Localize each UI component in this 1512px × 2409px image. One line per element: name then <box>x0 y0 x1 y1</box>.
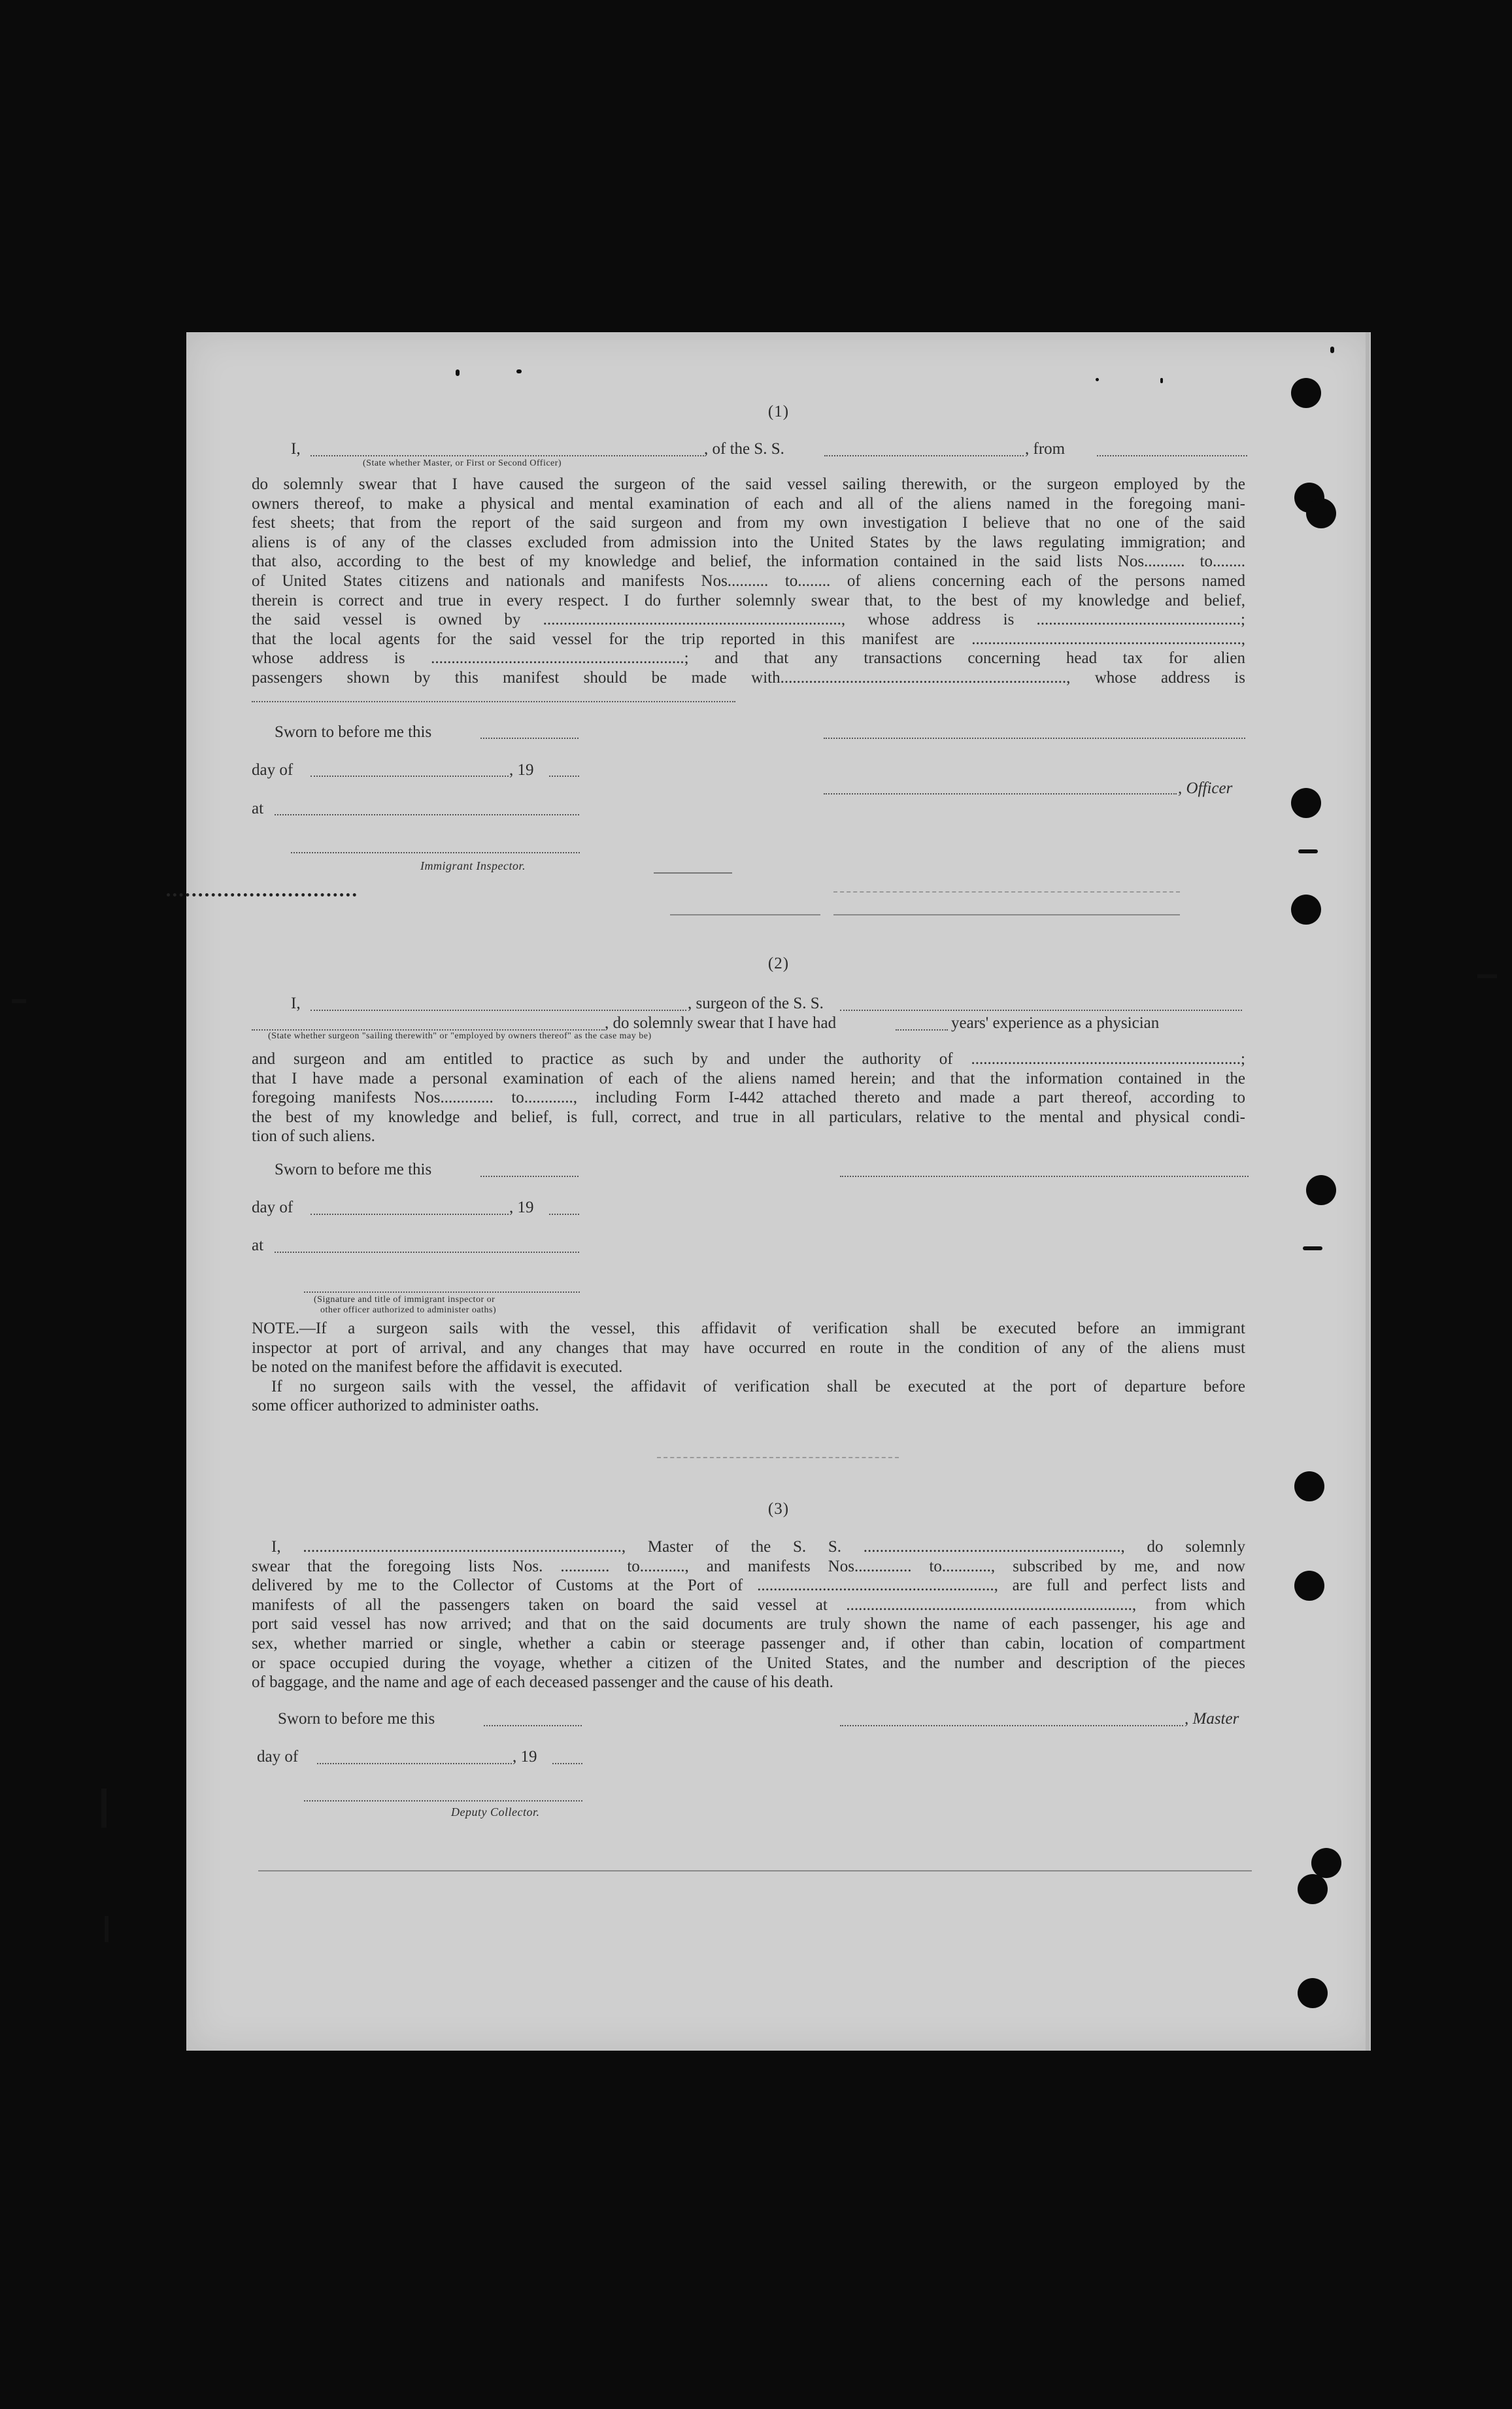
note-line: be noted on the manifest before the affidavit is executed. <box>252 1358 623 1376</box>
binder-slit <box>1303 1246 1322 1250</box>
binder-slit <box>456 369 460 376</box>
day-of-label-3: day of <box>257 1748 299 1766</box>
left-edge-mark <box>105 1916 109 1942</box>
section-2-line: and surgeon and am entitled to practice as such by and under the authority of ..................................................................; <box>252 1050 1245 1068</box>
left-edge-mark <box>12 999 26 1003</box>
section-1-number: (1) <box>767 403 790 420</box>
faded-stamp-line <box>670 914 820 915</box>
binder-hole <box>1311 1848 1341 1878</box>
binder-hole <box>1294 1471 1324 1501</box>
section-2-i: I, <box>291 995 301 1012</box>
sworn-label-2: Sworn to before me this <box>275 1161 432 1178</box>
faded-mark-line <box>657 1457 899 1458</box>
at-label-1: at <box>252 800 264 817</box>
binder-slit <box>1298 849 1318 853</box>
day-field-line-3 <box>317 1763 512 1764</box>
swear-label: , do solemnly swear that I have had <box>605 1014 837 1032</box>
section-3-number: (3) <box>767 1500 790 1518</box>
section-1-line: therein is correct and true in every respect. I do further solemnly swear that, to the best of my knowledge and belief, <box>252 591 1245 609</box>
years-label: years' experience as a physician <box>951 1014 1160 1032</box>
section-1-line: that also, according to the best of my knowledge and belief, the information contained in the said lists Nos.......... to........ <box>252 553 1245 571</box>
sig-caption-2: other officer authorized to administer oaths) <box>320 1305 497 1315</box>
years-field-line <box>896 1029 948 1031</box>
section-1-line: that the local agents for the said vessel for the trip reported in this manifest are .................................................................., <box>252 630 1245 648</box>
section-1-line: passengers shown by this manifest should be made with......................................................................, whose address is <box>252 669 1245 687</box>
binder-hole <box>1294 1571 1324 1601</box>
year-field-line-2 <box>549 1214 579 1215</box>
binder-hole <box>1291 378 1321 408</box>
day-of-label-1: day of <box>252 761 294 779</box>
sworn-label-3: Sworn to before me this <box>278 1710 435 1728</box>
master-label: , Master <box>1184 1710 1239 1728</box>
left-edge-mark <box>101 1788 107 1828</box>
section-1-line: fest sheets; that from the report of the said surgeon and from my own investigation I believe that no one of the said <box>252 514 1245 532</box>
binder-hole <box>1291 788 1321 818</box>
name-field-line <box>311 455 704 456</box>
section-1-line: do solemnly swear that I have caused the surgeon of the said vessel sailing therewith, or the surgeon employed by the <box>252 475 1245 493</box>
at-label-2: at <box>252 1237 264 1254</box>
sworn-label-1: Sworn to before me this <box>275 723 432 741</box>
section-1-line: owners thereof, to make a physical and mental examination of each and all of the aliens named in the foregoing mani- <box>252 494 1245 513</box>
section-1-caption: (State whether Master, or First or Second Officer) <box>363 458 562 468</box>
address-field-line <box>252 701 735 702</box>
section-3-line: sex, whether married or single, whether a cabin or steerage passenger and, if other than cabin, location of compartment <box>252 1635 1245 1652</box>
sig-caption-1: (Signature and title of immigrant inspector or <box>314 1295 496 1305</box>
inspector-label: Immigrant Inspector. <box>420 859 526 872</box>
year-label-1: , 19 <box>509 761 534 779</box>
day-field-line-2 <box>311 1214 509 1215</box>
sworn-field-line-1 <box>480 738 579 739</box>
section-3-line: swear that the foregoing lists Nos. ............ to..........., and manifests Nos.............. to............, subscribed by me, and now <box>252 1557 1245 1575</box>
section-2-line: foregoing manifests Nos............. to............, including Form I-442 attached thereto and made a part thereof, according to <box>252 1089 1245 1107</box>
section-2-line: the best of my knowledge and belief, is full, correct, and true in all particulars, relative to the mental and physical condi- <box>252 1108 1245 1126</box>
master-line <box>840 1725 1183 1726</box>
binder-slit <box>1330 347 1334 353</box>
at-field-line-2 <box>275 1252 579 1253</box>
sworn-field-line-3 <box>484 1725 582 1726</box>
sworn-field-line-2 <box>480 1176 579 1177</box>
year-label-2: , 19 <box>509 1199 534 1216</box>
faded-stamp-line <box>833 891 1180 893</box>
right-edge-mark <box>1477 974 1497 978</box>
section-3-line: port said vessel has now arrived; and that on the said documents are truly shown the name of each passenger, his age and <box>252 1615 1245 1633</box>
section-2-line: that I have made a personal examination of each of the aliens named herein; and that the information contained in the <box>252 1069 1245 1087</box>
deputy-line <box>304 1800 582 1802</box>
at-field-line-1 <box>275 814 579 815</box>
day-field-line-1 <box>311 776 509 777</box>
footer-rule <box>258 1870 1252 1871</box>
surgeon-name-line <box>311 1010 686 1011</box>
section-3-line: or space occupied during the voyage, whether a citizen of the United States, and the number and description of the pieces <box>252 1654 1245 1672</box>
manifest-page <box>186 332 1371 2051</box>
officer-label: , Officer <box>1178 779 1233 797</box>
note-line: inspector at port of arrival, and any changes that may have occurred en route in the condition of any of the aliens must <box>252 1339 1245 1357</box>
year-field-line-1 <box>549 776 579 777</box>
binder-hole <box>1306 498 1336 528</box>
day-of-label-2: day of <box>252 1199 294 1216</box>
binder-hole <box>1298 1874 1328 1904</box>
binder-slit <box>1096 378 1099 381</box>
of-ss-label: , of the S. S. <box>704 440 784 458</box>
binder-hole <box>1306 1175 1336 1205</box>
section-1-line: the said vessel is owned by ........................................................................., whose address is ..................................................; <box>252 611 1245 629</box>
signature-title-line <box>304 1291 580 1293</box>
section-2-number: (2) <box>767 955 790 972</box>
note-line: NOTE.—If a surgeon sails with the vessel, this affidavit of verification shall be executed before an immigrant <box>252 1320 1245 1337</box>
faded-stamp-line <box>654 872 732 874</box>
section-3-line: of baggage, and the name and age of each deceased passenger and the cause of his death. <box>252 1673 833 1692</box>
section-1-line: aliens is of any of the classes excluded from admission into the United States by the laws regulating immigration; and <box>252 533 1245 551</box>
surgeon-of-label: , surgeon of the S. S. <box>688 995 824 1012</box>
note-2-line: some officer authorized to administer oaths. <box>252 1397 539 1415</box>
section-3-line: manifests of all the passengers taken on board the said vessel at ......................................................................, from which <box>252 1596 1245 1614</box>
signature-line-1 <box>824 738 1245 739</box>
surgeon-vessel-line <box>840 1010 1242 1011</box>
binder-hole <box>1298 1978 1328 2008</box>
year-field-line-3 <box>552 1763 582 1764</box>
section-3-line: I, .............................................................................., Master of the S. S. ..............................................................., do solemnly <box>271 1538 1245 1556</box>
binder-slit <box>1160 378 1163 383</box>
paper-edge <box>1366 332 1369 2051</box>
from-field-line <box>1097 455 1247 456</box>
inspector-line <box>291 852 580 853</box>
signature-line-2 <box>840 1176 1249 1177</box>
section-2-caption: (State whether surgeon "sailing therewith" or "employed by owners thereof" as the case may be) <box>268 1031 652 1041</box>
section-2-line: tion of such aliens. <box>252 1127 375 1146</box>
year-label-3: , 19 <box>512 1748 537 1766</box>
surgeon-status-line <box>252 1029 605 1031</box>
note-2-line: If no surgeon sails with the vessel, the affidavit of verification shall be executed at the port of departure before <box>271 1377 1245 1395</box>
section-1-line: whose address is ..............................................................; and that any transactions concerning head tax for alien <box>252 649 1245 668</box>
perforation-mark <box>167 893 356 897</box>
section-3-line: delivered by me to the Collector of Customs at the Port of .........................................................., are full and perfect lists and <box>252 1577 1245 1595</box>
faded-stamp-line <box>833 914 1180 915</box>
from-label: , from <box>1025 440 1066 458</box>
section-1-i: I, <box>291 440 301 458</box>
binder-slit <box>516 369 522 373</box>
officer-line <box>824 793 1177 794</box>
binder-hole <box>1291 895 1321 925</box>
section-1-line: of United States citizens and nationals and manifests Nos.......... to........ of aliens concerning each of the persons named <box>252 572 1245 590</box>
deputy-label: Deputy Collector. <box>451 1805 540 1819</box>
vessel-field-line <box>824 455 1024 456</box>
